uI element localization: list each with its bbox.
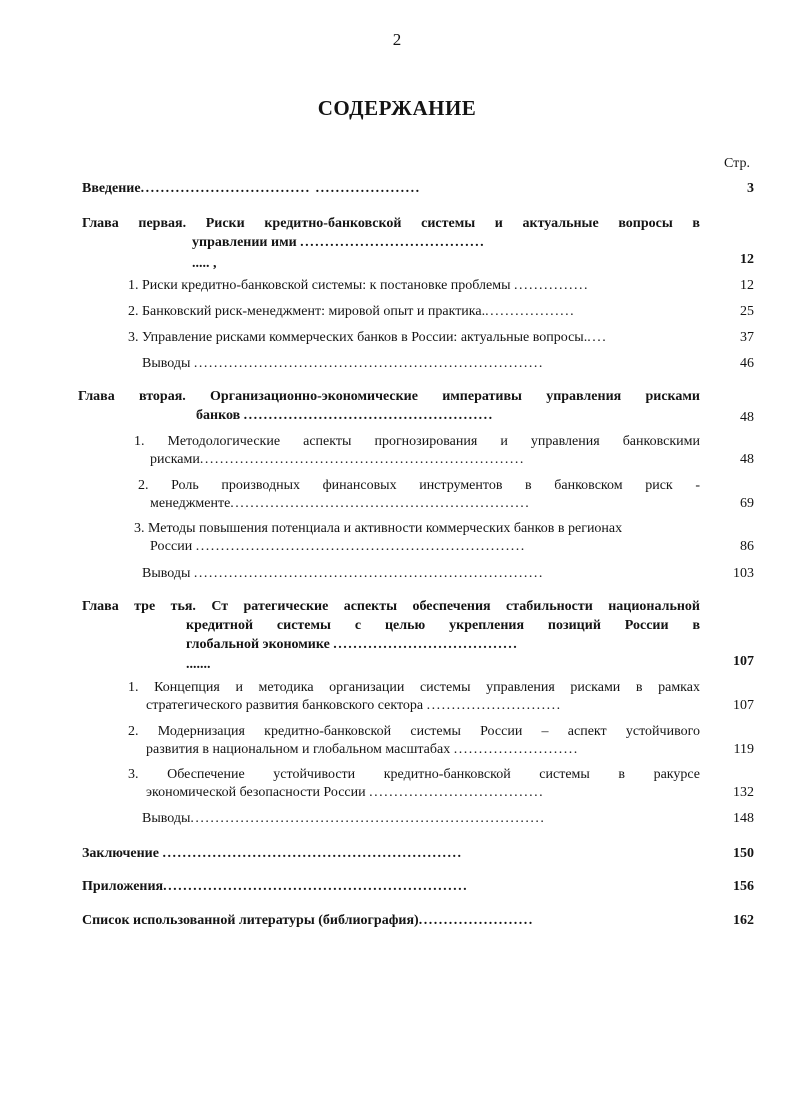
leader-dots: ......................... (453, 742, 579, 757)
leader-dots: .................................................. (243, 408, 494, 423)
leader-dots: .... (587, 330, 608, 345)
toc-page: 107 (733, 654, 754, 669)
toc-section: 1. Методологические аспекты прогнозирования и управления банковскими (134, 434, 700, 449)
chapter-3-title: Глава тре тья. Ст ратегические аспекты обеспечения стабильности национальной (82, 599, 700, 614)
leader-dots: ..... , (192, 256, 217, 271)
toc-section: 2. Модернизация кредитно-банковской системы России – аспект устойчивого (128, 724, 700, 739)
toc-page: 132 (733, 785, 754, 800)
section-label: развития в национальном и глобальном масштабах (146, 742, 451, 757)
leader-dots: ............................................................ (162, 846, 463, 861)
chapter-3-title-cont (186, 636, 702, 654)
leader-dots: .................. (485, 304, 576, 319)
leader-dots: ........................... (426, 698, 562, 713)
leader-dots: ....................................................................... (190, 811, 546, 826)
toc-page: 46 (740, 356, 754, 371)
leader-dots: ..................................... (333, 637, 519, 652)
toc-section-cont (146, 697, 700, 715)
section-label: 2. Банковский риск-менеджмент: мировой опыт и практика. (128, 304, 486, 319)
toc-page: 48 (740, 410, 754, 425)
toc-entry-label: Список использованной литературы (библиография) (82, 913, 419, 928)
leader-dots: ....... (186, 657, 211, 672)
toc-page: 12 (740, 252, 754, 267)
toc-page: 156 (733, 879, 754, 894)
leader-dots: .................................................................. (195, 539, 526, 554)
toc-page: 107 (733, 698, 754, 713)
toc-page: 3 (747, 181, 754, 196)
toc-section-cont (150, 495, 700, 513)
toc-entry-label: Приложения (82, 879, 164, 894)
leader-dots: ............................................................ (230, 496, 531, 511)
toc-entry-label: Заключение (82, 846, 159, 861)
section-label: экономической безопасности России (146, 785, 366, 800)
toc-section: 3. Методы повышения потенциала и активности коммерческих банков в регионах (134, 521, 623, 536)
toc-section-cont (146, 784, 700, 802)
chapter-2-title-cont (196, 407, 702, 425)
leader-dots: ............... (514, 278, 590, 293)
toc-page: 25 (740, 304, 754, 319)
toc-page: 119 (733, 742, 754, 757)
toc-entry-intro (82, 180, 702, 198)
toc-entry-conclusion (82, 845, 698, 863)
leader-dots: ..................................... (300, 235, 486, 250)
section-label: Выводы (142, 356, 191, 371)
section-label: менеджменте (150, 496, 231, 511)
toc-section (142, 355, 700, 373)
toc-page: 86 (740, 539, 754, 554)
page-title: СОДЕРЖАНИЕ (317, 96, 477, 120)
leader-dots: ................................... (369, 785, 545, 800)
chapter-1-title-cont (192, 234, 702, 252)
toc-section (128, 329, 700, 347)
toc-section-cont (150, 538, 700, 556)
toc-section (142, 565, 700, 583)
toc-page: 103 (733, 566, 754, 581)
chapter-3-title-cont: кредитной системы с целью укрепления позиций России в (186, 618, 700, 633)
chapter-3-title-line: глобальной экономике (186, 637, 330, 652)
page-column-label: Стр. (724, 156, 750, 171)
toc-section: 3. Обеспечение устойчивости кредитно-банковской системы в ракурсе (128, 767, 700, 782)
leader-dots: ............................................................. (163, 879, 469, 894)
toc-page: 69 (740, 496, 754, 511)
toc-section (128, 303, 700, 321)
toc-section: 2. Роль производных финансовых инструментов в банковском риск - (138, 478, 700, 493)
section-label: России (150, 539, 193, 554)
toc-section (128, 277, 700, 295)
leader-dots: ...................................................................... (193, 356, 544, 371)
page-number: 2 (392, 30, 402, 49)
toc-entry-appendix (82, 878, 698, 896)
section-label: Выводы (142, 811, 191, 826)
leader-dots: .................................. ..................... (140, 181, 421, 196)
toc-section-cont (150, 451, 700, 469)
toc-page: 12 (740, 278, 754, 293)
chapter-2-title-line: банков (196, 408, 241, 423)
section-label: Выводы (142, 566, 191, 581)
section-label: рисками (150, 452, 200, 467)
toc-section (142, 810, 700, 828)
chapter-1-title-line: управлении ими (192, 235, 297, 250)
leader-dots: ...................................................................... (193, 566, 544, 581)
toc-section-cont (146, 741, 700, 759)
toc-page: 48 (740, 452, 754, 467)
section-label: 1. Риски кредитно-банковской системы: к постановке проблемы (128, 278, 511, 293)
toc-section: 1. Концепция и методика организации системы управления рисками в рамках (128, 680, 700, 695)
toc-page: 150 (733, 846, 754, 861)
toc-page: 148 (733, 811, 754, 826)
toc-entry-bibliography (82, 912, 698, 930)
toc-entry-label: Введение (82, 181, 141, 196)
section-label: стратегического развития банковского сектора (146, 698, 424, 713)
chapter-2-title: Глава вторая. Организационно-экономические императивы управления рисками (78, 389, 700, 404)
chapter-1-title: Глава первая. Риски кредитно-банковской системы и актуальные вопросы в (82, 216, 700, 231)
toc-page: 162 (733, 913, 754, 928)
toc-page: 37 (740, 330, 754, 345)
leader-dots: ................................................................. (199, 452, 525, 467)
leader-dots: ....................... (418, 913, 534, 928)
section-label: 3. Управление рисками коммерческих банков в России: актуальные вопросы. (128, 330, 588, 345)
